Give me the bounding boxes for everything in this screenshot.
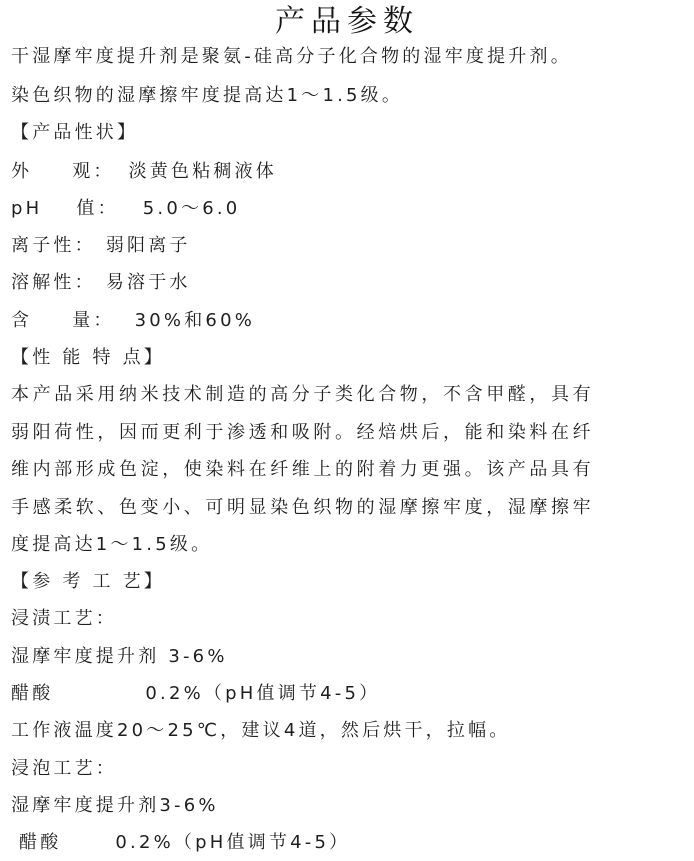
- soaking-process-label: 浸泡工艺：: [11, 758, 117, 779]
- properties-heading: 【产品性状】: [11, 122, 139, 143]
- page-title: 产品参数: [275, 4, 419, 39]
- intro-line-1: 干湿摩牢度提升剂是聚氨-硅高分子化合物的湿牢度提升剂。: [11, 46, 572, 67]
- features-line-4: 手感柔软、色变小、可明显染色织物的湿摩擦牢度，湿摩擦牢: [11, 497, 595, 518]
- padding-agent-dosage: 湿摩牢度提升剂 3-6%: [11, 646, 228, 667]
- features-line-1: 本产品采用纳米技术制造的高分子类化合物，不含甲醛，具有: [11, 384, 595, 405]
- process-heading: 【参 考 工 艺】: [11, 571, 165, 592]
- property-solubility: [11, 270, 191, 296]
- appearance-value: 淡黄色粘稠液体: [128, 161, 278, 182]
- padding-process-label: 浸渍工艺：: [11, 608, 117, 629]
- padding-process-note: 工作液温度20～25℃，建议4道，然后烘干，拉幅。: [11, 720, 511, 741]
- property-content: [11, 308, 255, 334]
- content-value: 30%和60%: [134, 310, 256, 331]
- features-line-2: 弱阳荷性，因而更利于渗透和吸附。经焙烘后，能和染料在纤: [11, 422, 595, 443]
- property-appearance: [11, 159, 277, 185]
- intro-line-2: 染色织物的湿摩擦牢度提高达1～1.5级。: [11, 85, 404, 106]
- features-heading: 【性 能 特 点】: [11, 347, 165, 368]
- padding-acid-label: 醋酸: [11, 683, 54, 704]
- solubility-value: 易溶于水: [105, 272, 191, 293]
- ph-label: pH: [11, 198, 43, 219]
- appearance-label: 外: [11, 161, 33, 182]
- features-line-5: 度提高达1～1.5级。: [11, 534, 213, 555]
- padding-acid-row: [11, 681, 380, 707]
- padding-acid-value: 0.2%（pH值调节4-5）: [145, 683, 381, 704]
- property-ph: [11, 196, 240, 222]
- soaking-acid-row: [19, 830, 350, 856]
- features-line-3: 维内部形成色淀，使染料在纤维上的附着力更强。该产品具有: [11, 459, 595, 480]
- appearance-label-2: 观：: [72, 161, 115, 182]
- solubility-label: 溶解性：: [11, 272, 96, 293]
- soaking-agent-dosage: 湿摩牢度提升剂3-6%: [11, 795, 219, 816]
- content-label-2: 量：: [72, 310, 115, 331]
- ionic-label: 离子性：: [11, 235, 96, 256]
- ionic-value: 弱阳离子: [105, 235, 191, 256]
- ph-value: 5.0～6.0: [142, 198, 241, 219]
- property-ionic: [11, 233, 191, 259]
- ph-label-2: 值：: [76, 198, 119, 219]
- soaking-acid-label: 醋酸: [19, 832, 62, 853]
- content-label: 含: [11, 310, 33, 331]
- soaking-acid-value: 0.2%（pH值调节4-5）: [115, 832, 351, 853]
